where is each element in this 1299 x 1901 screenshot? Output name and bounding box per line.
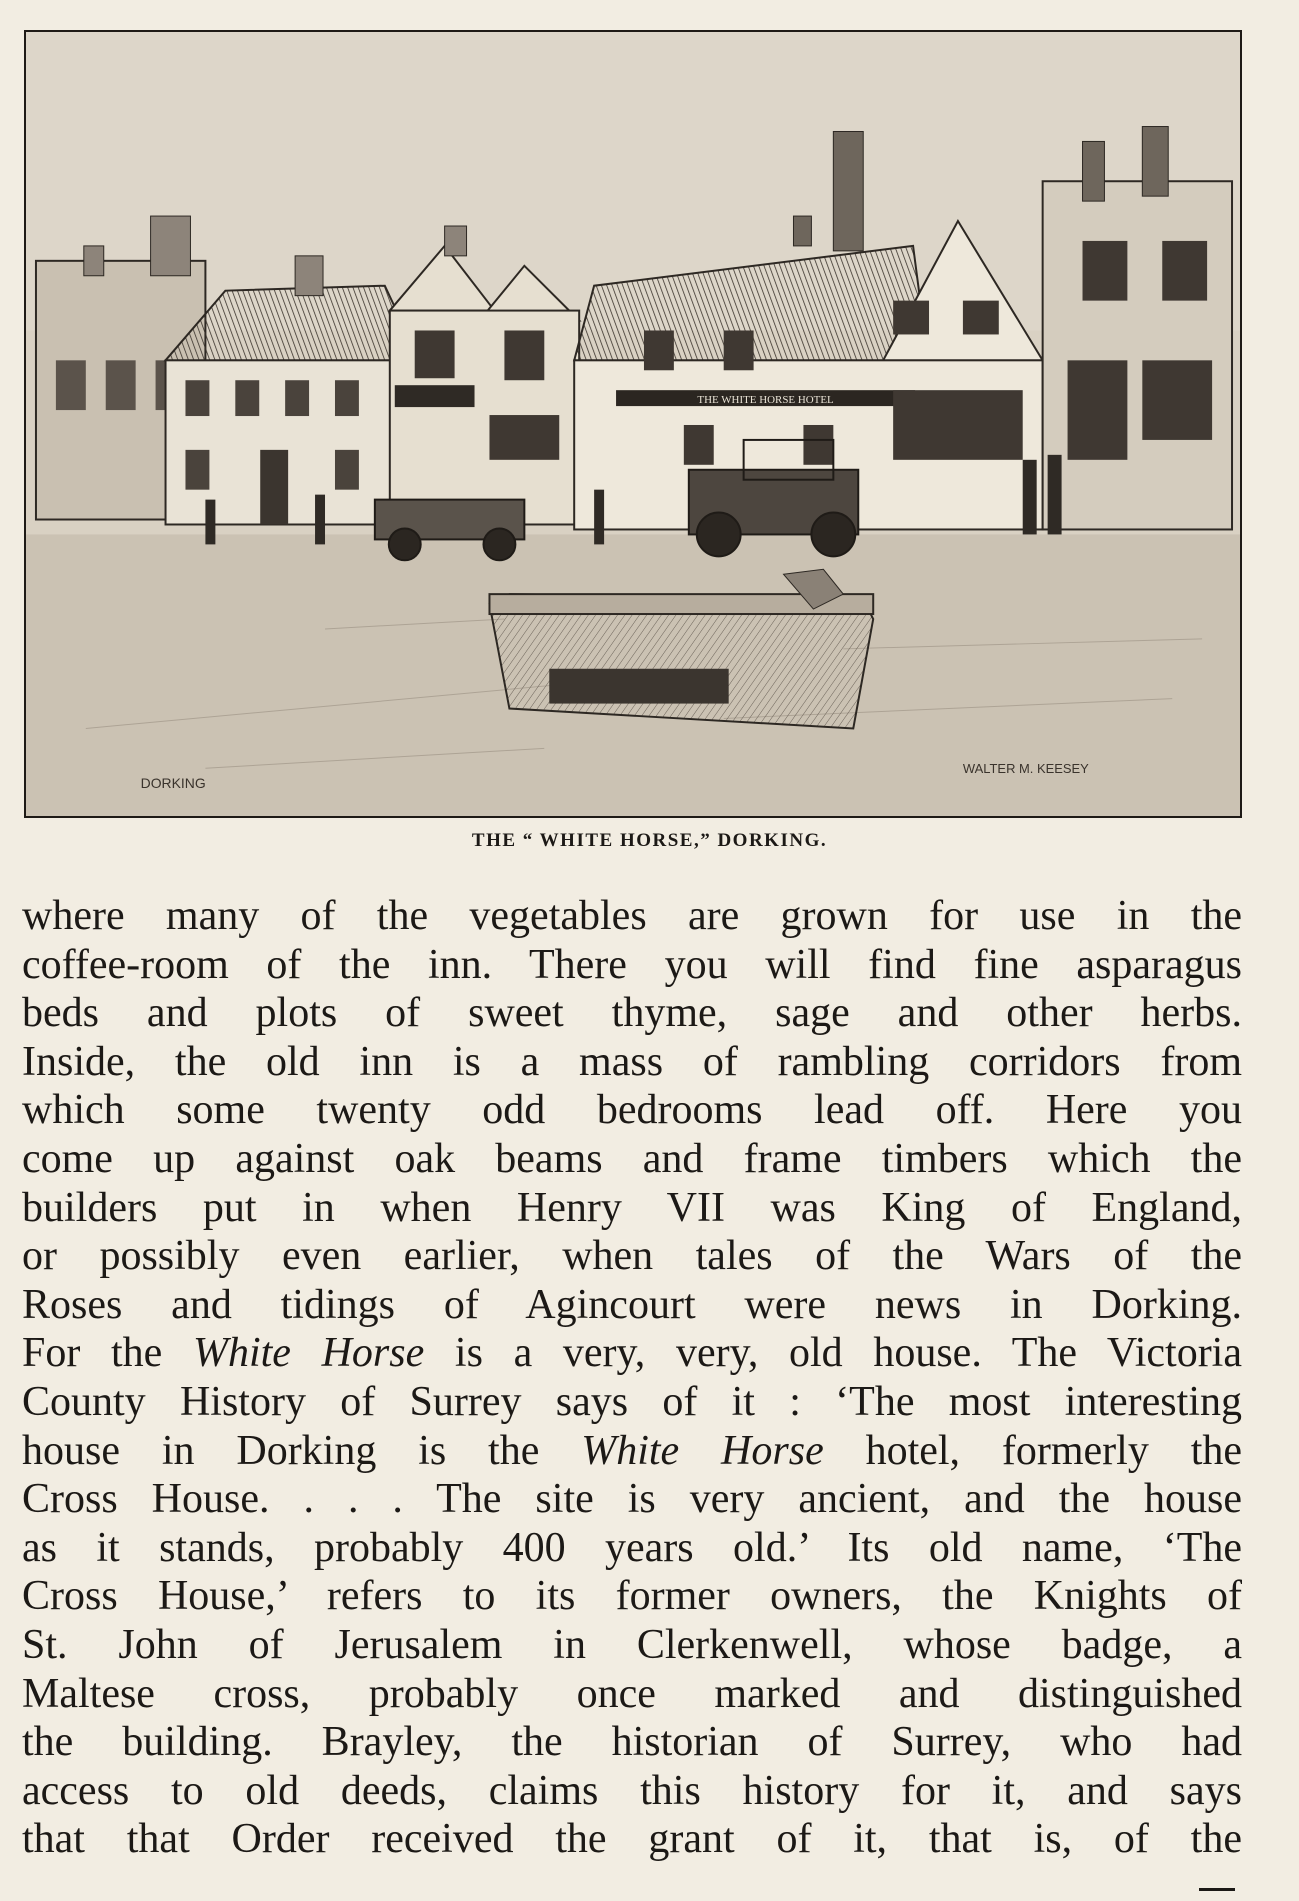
illustration-location-label: DORKING	[140, 775, 206, 792]
text-line: that that Order received the grant of it, that is, of the	[22, 1816, 1242, 1863]
text-line-with-italic	[22, 1427, 1242, 1476]
text-line: which some twenty odd bedrooms lead off. Here you	[22, 1087, 1242, 1134]
text-line: Cross House. . . . The site is very ancient, and the house	[22, 1476, 1242, 1523]
artist-signature: WALTER M. KEESEY	[962, 761, 1089, 777]
inn-drawing	[26, 32, 1240, 816]
text-line: access to old deeds, claims this history for it, and says	[22, 1767, 1242, 1814]
text-line: where many of the vegetables are grown for use in the	[22, 893, 1242, 939]
catchword-mark	[1199, 1888, 1235, 1901]
text-line: as it stands, probably 400 years old.’ Its old name, ‘The	[22, 1524, 1242, 1571]
text-line: beds and plots of sweet thyme, sage and other herbs.	[22, 990, 1242, 1037]
text-line: Roses and tidings of Agincourt were news in Dorking.	[22, 1281, 1242, 1328]
body-text	[22, 892, 1242, 1864]
text-line: the building. Brayley, the historian of Surrey, who had	[22, 1719, 1242, 1766]
text-line: builders put in when Henry VII was King of England,	[22, 1184, 1242, 1231]
italic-inn-name: White Horse	[192, 1330, 425, 1377]
text-line: coffee-room of the inn. There you will find fine asparagus	[22, 941, 1242, 988]
text-run: is a very, very, old house. The Victoria	[424, 1330, 1242, 1377]
text-line-with-italic	[22, 1329, 1242, 1378]
text-line: come up against oak beams and frame timbers which the	[22, 1135, 1242, 1182]
text-line: County History of Surrey says of it : ‘The most interesting	[22, 1378, 1242, 1425]
text-line: Cross House,’ refers to its former owners, the Knights of	[22, 1573, 1242, 1620]
text-run: For the	[22, 1330, 193, 1377]
hotel-sign-text: THE WHITE HORSE HOTEL	[697, 394, 834, 407]
text-run: house in Dorking is the	[22, 1427, 582, 1474]
street-illustration	[24, 30, 1242, 818]
text-line: Maltese cross, probably once marked and distinguished	[22, 1670, 1242, 1717]
italic-inn-name: White Horse	[581, 1427, 824, 1474]
text-run: hotel, formerly the	[823, 1427, 1242, 1474]
illustration-caption: THE “ WHITE HORSE,” DORKING.	[471, 830, 828, 851]
text-line: St. John of Jerusalem in Clerkenwell, whose badge, a	[22, 1621, 1242, 1668]
text-line: Inside, the old inn is a mass of rambling corridors from	[22, 1038, 1242, 1085]
text-line: or possibly even earlier, when tales of the Wars of the	[22, 1233, 1242, 1280]
